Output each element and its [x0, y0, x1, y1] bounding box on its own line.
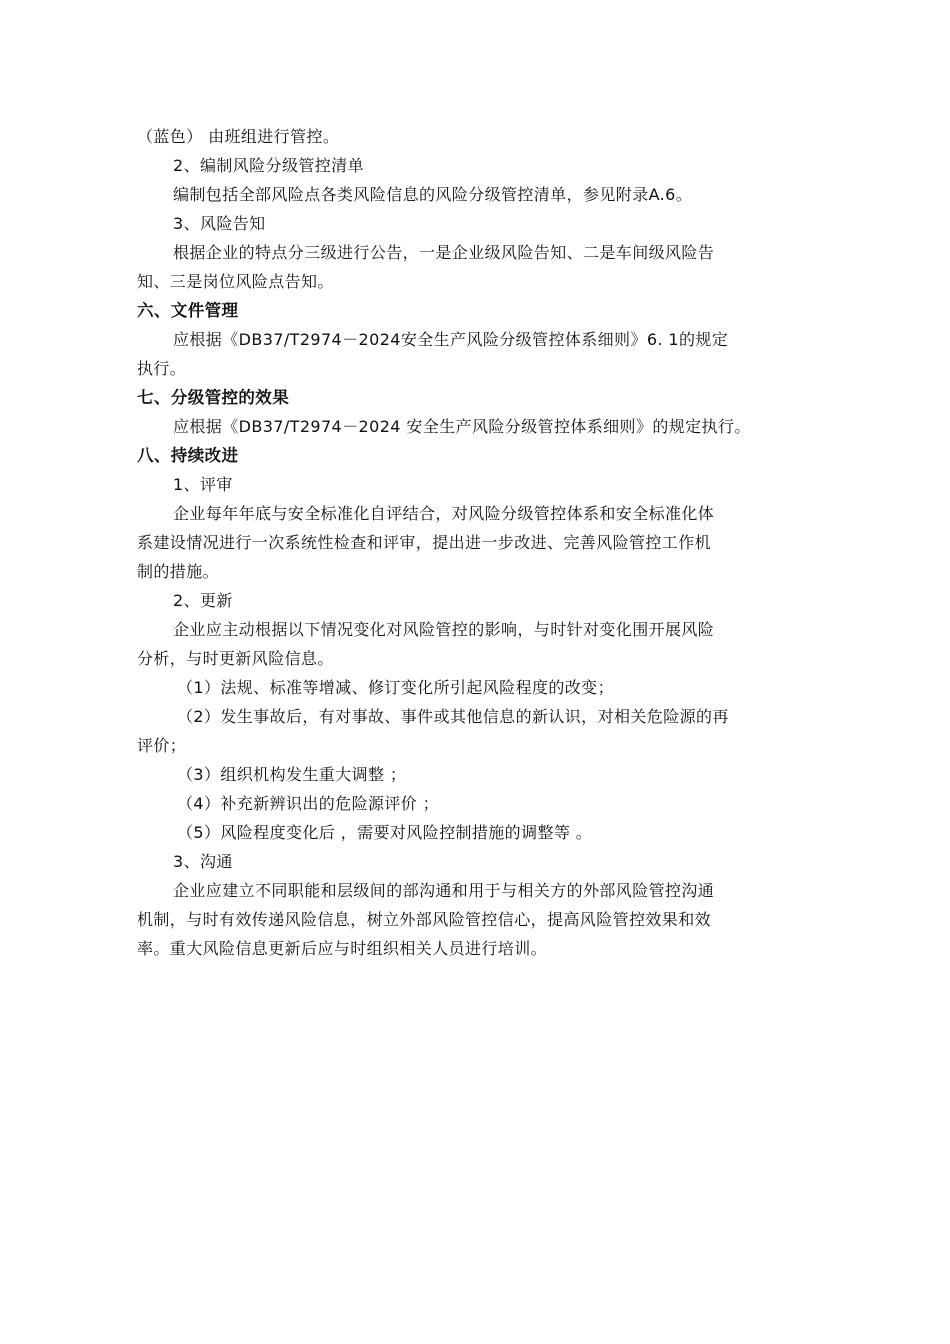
list-item: （3）组织机构发生重大调整 ； — [177, 765, 407, 784]
text-line: 系建设情况进行一次系统性检查和评审，提出进一步改进、完善风险管控工作机 — [137, 533, 712, 552]
text-line: 率。重大风险信息更新后应与时组织相关人员进行培训。 — [137, 939, 548, 958]
text-line: 分析，与时更新风险信息。 — [137, 649, 334, 668]
text-line: 企业每年年底与安全标准化自评结合，对风险分级管控体系和安全标准化体 — [173, 504, 715, 523]
text-line: 机制，与时有效传递风险信息，树立外部风险管控信心，提高风险管控效果和效 — [137, 910, 712, 929]
subsection-heading: 3、沟通 — [173, 852, 233, 871]
text-line: 企业应建立不同职能和层级间的部沟通和用于与相关方的外部风险管控沟通 — [173, 881, 715, 900]
subsection-heading: 2、编制风险分级管控清单 — [173, 156, 364, 175]
section-heading: 六、文件管理 — [137, 301, 239, 320]
text-line: 评价； — [137, 736, 187, 755]
text-line: 制的措施。 — [137, 562, 220, 581]
list-item: （1）法规、标准等增减、修订变化所引起风险程度的改变； — [177, 678, 614, 697]
text-line: 编制包括全部风险点各类风险信息的风险分级管控清单，参见附录A.6。 — [173, 185, 693, 204]
text-line: 根据企业的特点分三级进行公告，一是企业级风险告知、二是车间级风险告 — [173, 243, 715, 262]
subsection-heading: 3、风险告知 — [173, 214, 266, 233]
list-item: （5）风险程度变化后 ，需要对风险控制措施的调整等 。 — [177, 823, 593, 842]
subsection-heading: 1、评审 — [173, 475, 233, 494]
document-page — [137, 122, 817, 963]
section-heading: 七、分级管控的效果 — [137, 388, 290, 407]
subsection-heading: 2、更新 — [173, 591, 233, 610]
list-item: （2）发生事故后，有对事故、事件或其他信息的新认识，对相关危险源的再 — [177, 707, 729, 726]
list-item: （4）补充新辨识出的危险源评价 ； — [177, 794, 440, 813]
text-line: 知、三是岗位风险点告知。 — [137, 272, 334, 291]
text-line: 应根据《DB37/T2974－2024安全生产风险分级管控体系细则》6. 1的规定 — [173, 330, 729, 349]
section-heading: 八、持续改进 — [137, 446, 239, 465]
text-line: 应根据《DB37/T2974－2024 安全生产风险分级管控体系细则》的规定执行。 — [173, 417, 751, 436]
text-line: 企业应主动根据以下情况变化对风险管控的影响，与时针对变化围开展风险 — [173, 620, 715, 639]
text-line: （蓝色） 由班组进行管控。 — [137, 127, 340, 146]
text-line: 执行。 — [137, 359, 187, 378]
